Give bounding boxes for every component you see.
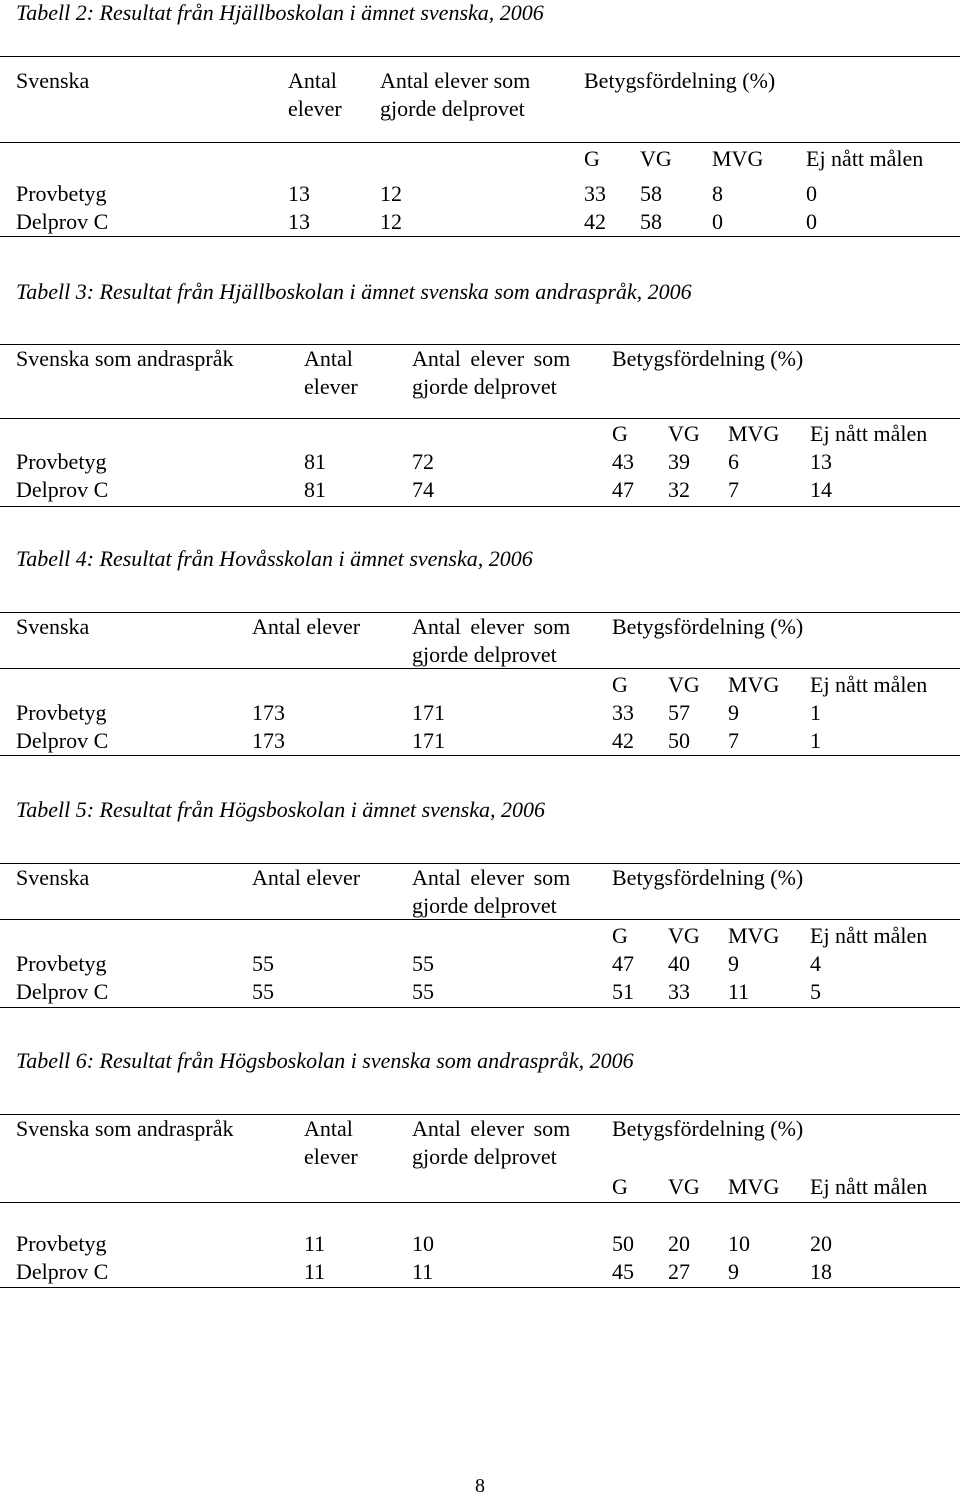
table-3-row-1-value-1: 32 (668, 477, 690, 502)
table-3-row-1-value-3: 14 (810, 477, 832, 502)
table-5-row-1-delprov: 55 (412, 979, 434, 1004)
table-5-grade-header-1: VG (668, 923, 700, 948)
table-6-row-0-label: Provbetyg (16, 1231, 107, 1256)
table-5-row-0-delprov: 55 (412, 951, 434, 976)
table-6-delprov-header-line1: Antal elever som (412, 1116, 571, 1141)
table-3-grade-header-1: VG (668, 421, 700, 446)
table-5-betyg-header: Betygsfördelning (%) (612, 865, 804, 890)
table-2-row-0-value-3: 0 (806, 181, 817, 206)
table-2-row-0-value-0: 33 (584, 181, 606, 206)
table-6-row-1-value-0: 45 (612, 1259, 634, 1284)
table-4-row-0-value-2: 9 (728, 700, 739, 725)
table-2-caption: Tabell 2: Resultat från Hjällboskolan i ämnet svenska, 2006 (16, 0, 544, 25)
table-6-rule-3 (0, 1287, 960, 1288)
table-5-row-0-antal: 55 (252, 951, 274, 976)
table-6-grade-header-2: MVG (728, 1174, 780, 1199)
table-6-row-1-value-2: 9 (728, 1259, 739, 1284)
table-2-row-0-label: Provbetyg (16, 181, 107, 206)
table-2-row-0-value-1: 58 (640, 181, 662, 206)
table-3-row-1-value-0: 47 (612, 477, 634, 502)
table-2-subject-header: Svenska (16, 68, 90, 93)
table-6-row-1-value-3: 18 (810, 1259, 832, 1284)
table-2-grade-header-1: VG (640, 146, 672, 171)
table-6-row-0-value-1: 20 (668, 1231, 690, 1256)
table-5-delprov-header-line1: Antal elever som (412, 865, 571, 890)
table-6-row-0-value-2: 10 (728, 1231, 750, 1256)
table-2-delprov-header-line2: gjorde delprovet (380, 96, 525, 121)
table-5-row-1-value-2: 11 (728, 979, 750, 1004)
table-5-row-0-value-3: 4 (810, 951, 821, 976)
table-5-row-0-label: Provbetyg (16, 951, 107, 976)
table-5-row-1-value-0: 51 (612, 979, 634, 1004)
table-2-grade-header-0: G (584, 146, 600, 171)
table-6-row-0-delprov: 10 (412, 1231, 434, 1256)
table-3-delprov-header-line2: gjorde delprovet (412, 374, 557, 399)
table-3-row-0-antal: 81 (304, 449, 326, 474)
table-4-row-0-value-3: 1 (810, 700, 821, 725)
table-5-row-0-value-2: 9 (728, 951, 739, 976)
table-4-delprov-header-line2: gjorde delprovet (412, 642, 557, 667)
table-4-row-1-value-0: 42 (612, 728, 634, 753)
table-2-antal-header-line1: Antal (288, 68, 337, 93)
table-4-grade-header-3: Ej nått målen (810, 672, 928, 697)
table-4-row-0-delprov: 171 (412, 700, 445, 725)
table-4-row-0-value-1: 57 (668, 700, 690, 725)
table-6-delprov-header-line2: gjorde delprovet (412, 1144, 557, 1169)
table-2-rule-1 (0, 56, 960, 57)
table-3-grade-header-2: MVG (728, 421, 780, 446)
table-6-row-0-antal: 11 (304, 1231, 326, 1256)
table-5-antal-header: Antal elever (252, 865, 361, 890)
table-4-subject-header: Svenska (16, 614, 90, 639)
table-2-row-1-delprov: 12 (380, 209, 402, 234)
table-3-caption: Tabell 3: Resultat från Hjällboskolan i ämnet svenska som andraspråk, 2006 (16, 279, 692, 304)
table-3-row-0-value-1: 39 (668, 449, 690, 474)
table-3-rule-3 (0, 506, 960, 507)
table-2-delprov-header-line1: Antal elever som (380, 68, 531, 93)
table-2-row-1-value-0: 42 (584, 209, 606, 234)
table-4-row-1-value-1: 50 (668, 728, 690, 753)
table-5-delprov-header-line2: gjorde delprovet (412, 893, 557, 918)
table-5-row-1-antal: 55 (252, 979, 274, 1004)
table-5-grade-header-0: G (612, 923, 628, 948)
table-6-row-0-value-3: 20 (810, 1231, 832, 1256)
table-4-caption: Tabell 4: Resultat från Hovåsskolan i ämnet svenska, 2006 (16, 546, 533, 571)
table-4-grade-header-0: G (612, 672, 628, 697)
table-4-row-1-antal: 173 (252, 728, 285, 753)
table-3-row-0-value-3: 13 (810, 449, 832, 474)
table-6-row-1-antal: 11 (304, 1259, 326, 1284)
table-2-row-0-antal: 13 (288, 181, 310, 206)
table-2-grade-header-2: MVG (712, 146, 764, 171)
table-3-row-0-value-0: 43 (612, 449, 634, 474)
table-6-row-1-delprov: 11 (412, 1259, 434, 1284)
table-3-row-0-delprov: 72 (412, 449, 434, 474)
table-4-row-1-label: Delprov C (16, 728, 109, 753)
table-3-row-1-antal: 81 (304, 477, 326, 502)
table-2-antal-header-line2: elever (288, 96, 342, 121)
table-3-antal-header-line1: Antal (304, 346, 353, 371)
table-5-row-0-value-1: 40 (668, 951, 690, 976)
table-6-antal-header-line2: elever (304, 1144, 358, 1169)
table-2-row-1-value-3: 0 (806, 209, 817, 234)
table-5-subject-header: Svenska (16, 865, 90, 890)
table-2-grade-header-3: Ej nått målen (806, 146, 924, 171)
table-4-rule-3 (0, 755, 960, 756)
table-5-row-0-value-0: 47 (612, 951, 634, 976)
table-2-row-1-value-1: 58 (640, 209, 662, 234)
table-2-row-0-delprov: 12 (380, 181, 402, 206)
table-6-grade-header-0: G (612, 1174, 628, 1199)
table-2-betyg-header: Betygsfördelning (%) (584, 68, 776, 93)
table-4-grade-header-1: VG (668, 672, 700, 697)
table-3-row-1-value-2: 7 (728, 477, 739, 502)
table-5-row-1-value-3: 5 (810, 979, 821, 1004)
table-5-row-1-value-1: 33 (668, 979, 690, 1004)
table-2-row-1-label: Delprov C (16, 209, 109, 234)
table-4-antal-header: Antal elever (252, 614, 361, 639)
table-5-grade-header-2: MVG (728, 923, 780, 948)
table-4-row-0-label: Provbetyg (16, 700, 107, 725)
table-6-grade-header-1: VG (668, 1174, 700, 1199)
table-5-rule-3 (0, 1007, 960, 1008)
table-4-grade-header-2: MVG (728, 672, 780, 697)
table-4-row-1-delprov: 171 (412, 728, 445, 753)
table-3-betyg-header: Betygsfördelning (%) (612, 346, 804, 371)
table-2-rule-3 (0, 236, 960, 237)
table-4-row-1-value-2: 7 (728, 728, 739, 753)
table-4-betyg-header: Betygsfördelning (%) (612, 614, 804, 639)
table-2-row-1-antal: 13 (288, 209, 310, 234)
table-5-row-1-label: Delprov C (16, 979, 109, 1004)
table-6-row-1-label: Delprov C (16, 1259, 109, 1284)
table-6-betyg-header: Betygsfördelning (%) (612, 1116, 804, 1141)
table-4-row-0-antal: 173 (252, 700, 285, 725)
table-6-antal-header-line1: Antal (304, 1116, 353, 1141)
table-6-row-1-value-1: 27 (668, 1259, 690, 1284)
table-4-delprov-header-line1: Antal elever som (412, 614, 571, 639)
table-3-antal-header-line2: elever (304, 374, 358, 399)
table-3-row-0-value-2: 6 (728, 449, 739, 474)
table-6-caption: Tabell 6: Resultat från Högsboskolan i svenska som andraspråk, 2006 (16, 1048, 634, 1073)
table-6-rule-2 (0, 1202, 960, 1203)
table-3-grade-header-0: G (612, 421, 628, 446)
table-6-grade-header-3: Ej nått målen (810, 1174, 928, 1199)
table-2-row-1-value-2: 0 (712, 209, 723, 234)
table-3-subject-header: Svenska som andraspråk (16, 346, 234, 371)
table-3-row-0-label: Provbetyg (16, 449, 107, 474)
table-6-subject-header: Svenska som andraspråk (16, 1116, 234, 1141)
table-5-grade-header-3: Ej nått målen (810, 923, 928, 948)
table-4-row-1-value-3: 1 (810, 728, 821, 753)
table-6-row-0-value-0: 50 (612, 1231, 634, 1256)
table-3-row-1-delprov: 74 (412, 477, 434, 502)
table-3-grade-header-3: Ej nått målen (810, 421, 928, 446)
page-number: 8 (475, 1475, 485, 1497)
table-3-row-1-label: Delprov C (16, 477, 109, 502)
table-4-row-0-value-0: 33 (612, 700, 634, 725)
table-2-row-0-value-2: 8 (712, 181, 723, 206)
table-3-delprov-header-line1: Antal elever som (412, 346, 571, 371)
table-5-caption: Tabell 5: Resultat från Högsboskolan i ämnet svenska, 2006 (16, 797, 545, 822)
table-2-rule-2 (0, 142, 960, 143)
table-3-rule-2 (0, 418, 960, 419)
